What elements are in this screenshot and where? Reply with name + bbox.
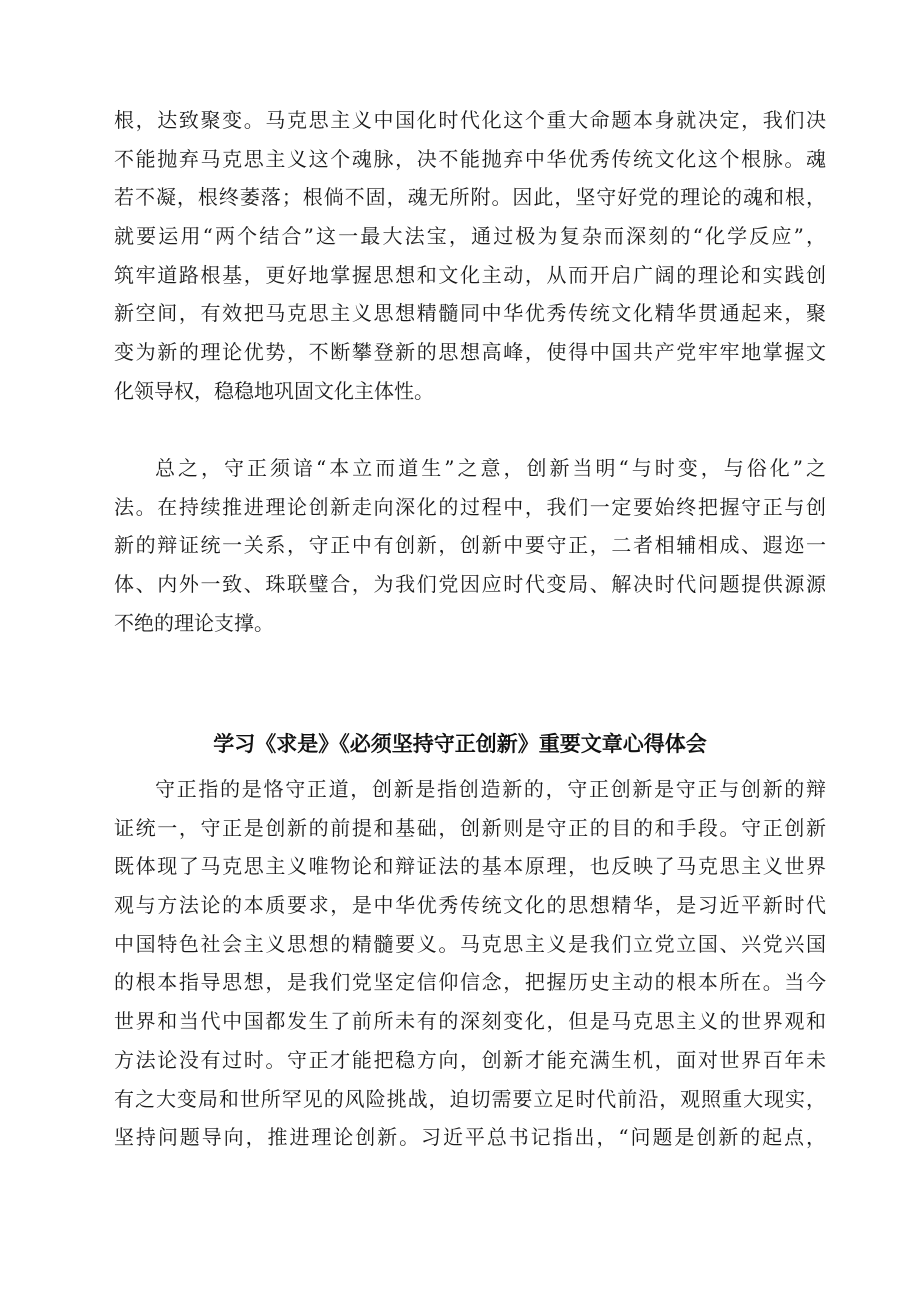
text-line: 不能抛弃马克思主义这个魂脉，决不能抛弃中华优秀传统文化这个根脉。魂 xyxy=(114,146,826,171)
text-line: 就要运用“两个结合”这一最大法宝，通过极为复杂而深刻的“化学反应”， xyxy=(114,224,826,249)
text-line: 有之大变局和世所罕见的风险挑战，迫切需要立足时代前沿，观照重大现实， xyxy=(114,1086,826,1111)
paragraph-1 xyxy=(114,101,826,411)
article-title: 学习《求是》《必须坚持守正创新》重要文章心得体会 xyxy=(213,732,707,756)
text-line: 法。在持续推进理论创新走向深化的过程中，我们一定要始终把握守正与创 xyxy=(114,494,826,519)
text-line: 变为新的理论优势，不断攀登新的思想高峰，使得中国共产党牢牢地掌握文 xyxy=(114,340,826,365)
text-line: 观与方法论的本质要求，是中华优秀传统文化的思想精华，是习近平新时代 xyxy=(114,893,826,918)
text-line: 世界和当代中国都发生了前所未有的深刻变化，但是马克思主义的世界观和 xyxy=(114,1009,826,1034)
text-line: 筑牢道路根基，更好地掌握思想和文化主动，从而开启广阔的理论和实践创 xyxy=(114,262,826,287)
text-line: 根，达致聚变。马克思主义中国化时代化这个重大命题本身就决定，我们决 xyxy=(114,108,826,132)
paragraph-2 xyxy=(114,449,826,642)
text-line: 方法论没有过时。守正才能把稳方向，创新才能充满生机，面对世界百年未 xyxy=(114,1047,826,1072)
text-line: 新的辩证统一关系，守正中有创新，创新中要守正，二者相辅相成、遐迩一 xyxy=(114,533,826,558)
text-line: 化领导权，稳稳地巩固文化主体性。 xyxy=(114,378,434,403)
text-line: 若不凝，根终萎落；根倘不固，魂无所附。因此，坚守好党的理论的魂和根， xyxy=(114,185,826,210)
text-line: 不绝的理论支撑。 xyxy=(114,610,274,635)
text-line: 坚持问题导向，推进理论创新。习近平总书记指出，“问题是创新的起点， xyxy=(114,1125,826,1150)
text-line: 的根本指导思想，是我们党坚定信仰信念，把握历史主动的根本所在。当今 xyxy=(114,970,826,995)
text-line: 总之，守正须谙“本立而道生”之意，创新当明“与时变，与俗化”之 xyxy=(155,456,826,480)
text-line: 新空间，有效把马克思主义思想精髓同中华优秀传统文化精华贯通起来，聚 xyxy=(114,301,826,326)
text-line: 体、内外一致、珠联璧合，为我们党因应时代变局、解决时代问题提供源源 xyxy=(114,572,826,597)
paragraph-3 xyxy=(114,770,826,1157)
text-line: 既体现了马克思主义唯物论和辩证法的基本原理，也反映了马克思主义世界 xyxy=(114,854,826,879)
text-line: 证统一，守正是创新的前提和基础，创新则是守正的目的和手段。守正创新 xyxy=(114,815,826,840)
text-line: 中国特色社会主义思想的精髓要义。马克思主义是我们立党立国、兴党兴国 xyxy=(114,931,826,956)
text-line: 守正指的是恪守正道，创新是指创造新的，守正创新是守正与创新的辩 xyxy=(155,777,826,801)
